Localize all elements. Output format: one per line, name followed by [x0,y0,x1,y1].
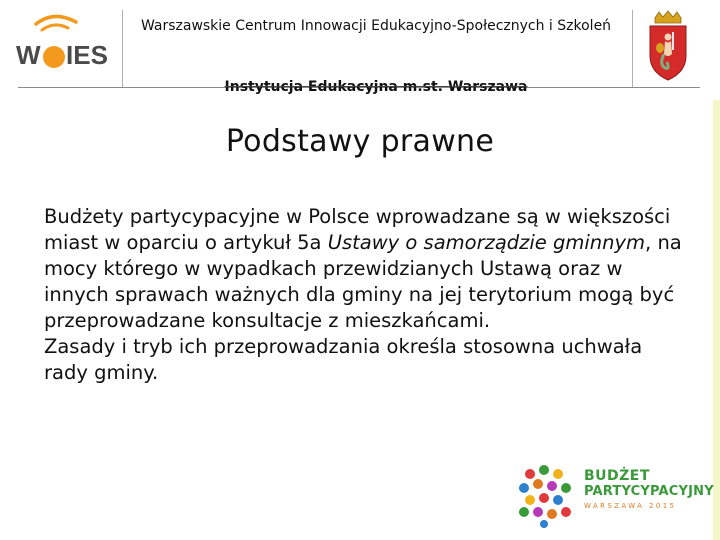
slide-header [0,0,720,100]
header-divider-left [122,10,123,88]
p1-text-a: Budżety partycypacyjne w Polsce wprowadzane są w większości miast w oparciu o artykuł 5a [44,205,671,254]
wcies-logo [14,12,114,72]
svg-text:IES: IES [66,40,108,70]
institution-subtitle [128,78,624,96]
budzet-partycypacyjny-logo [516,462,716,532]
budget-logo-line-3: WARSZAWA 2015 [584,502,677,510]
warsaw-crest-icon [645,10,691,82]
flower-mosaic-icon [516,462,580,530]
budget-logo-line-1: BUDŻET [584,468,650,484]
budget-logo-line-2: PARTYCYPACYJNY [584,484,714,499]
p1-act-title: Ustawy o samorządzie gminnym [327,231,646,254]
institution-name: Warszawskie Centrum Innowacji Edukacyjno-Społecznych i Szkoleń [140,18,612,34]
body-paragraph-2: Zasady i tryb ich przeprowadzania określa stosowna uchwała rady gminy. [44,335,643,384]
slide-body [44,204,684,386]
body-paragraph-1 [44,204,684,334]
institution-subtitle-text: Instytucja Edukacyjna m.st. Warszawa [224,79,528,95]
svg-text:W: W [16,40,41,70]
slide-title: Podstawy prawne [225,124,495,159]
p1-text-b: , na mocy którego w wypadkach przewidzianych Ustawą oraz w innych sprawach ważnych dla gminy na jej terytorium mogą być przeprowadzane konsultacje z mieszkańcami. [44,231,682,332]
header-divider-right [632,10,633,88]
wcies-logo-icon [14,12,114,72]
